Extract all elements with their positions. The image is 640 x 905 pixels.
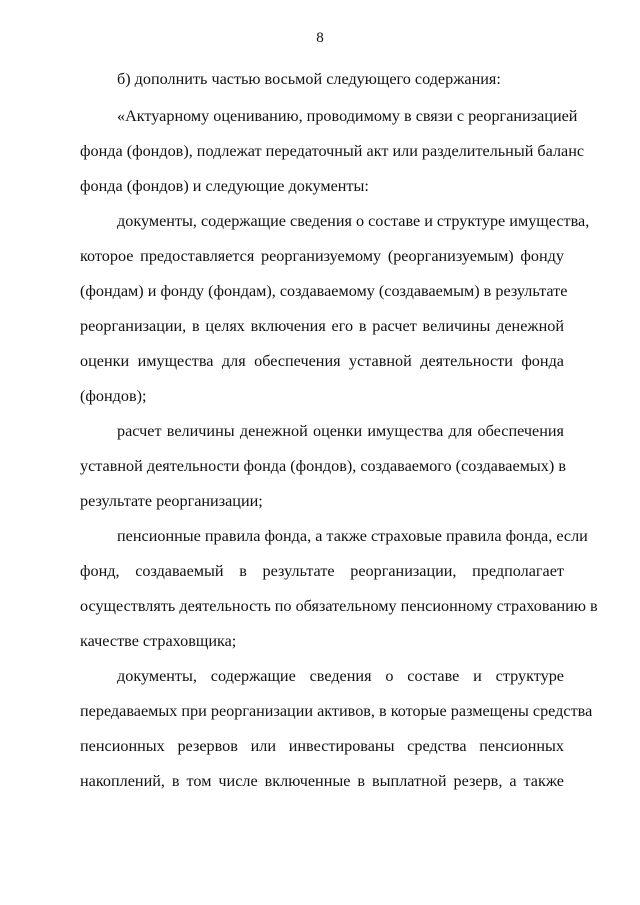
text-line: документы, содержащие сведения о составе и структуре имущества,: [117, 212, 590, 230]
text-line: «Актуарному оцениванию, проводимому в связи с реорганизацией: [117, 107, 578, 125]
text-line: документы, содержащие сведения о составе и структуре: [117, 667, 564, 685]
text-line: пенсионные правила фонда, а также страховые правила фонда, если: [117, 527, 588, 545]
text-line: пенсионных резервов или инвестированы средства пенсионных: [80, 737, 564, 755]
text-line: передаваемых при реорганизации активов, в которые размещены средства: [80, 702, 593, 720]
text-line: (фондов);: [80, 387, 147, 405]
text-line: результате реорганизации;: [80, 492, 263, 510]
text-line: уставной деятельности фонда (фондов), создаваемого (создаваемых) в: [80, 457, 566, 475]
text-line: реорганизации, в целях включения его в расчет величины денежной: [80, 317, 564, 335]
text-line: фонд, создаваемый в результате реорганизации, предполагает: [80, 562, 564, 580]
text-line: расчет величины денежной оценки имущества для обеспечения: [117, 422, 564, 440]
text-line: оценки имущества для обеспечения уставной деятельности фонда: [80, 352, 564, 370]
text-line: качестве страховщика;: [80, 632, 237, 650]
page-number: 8: [316, 30, 324, 46]
text-line: осуществлять деятельность по обязательному пенсионному страхованию в: [80, 597, 598, 615]
text-line: накоплений, в том числе включенные в выплатной резерв, а также: [80, 772, 564, 790]
text-line: фонда (фондов), подлежат передаточный акт или разделительный баланс: [80, 142, 585, 160]
text-line: (фондам) и фонду (фондам), создаваемому (создаваемым) в результате: [80, 282, 568, 300]
text-line: б) дополнить частью восьмой следующего содержания:: [117, 70, 501, 88]
text-line: которое предоставляется реорганизуемому (реорганизуемым) фонду: [80, 247, 564, 265]
text-line: фонда (фондов) и следующие документы:: [80, 177, 369, 195]
